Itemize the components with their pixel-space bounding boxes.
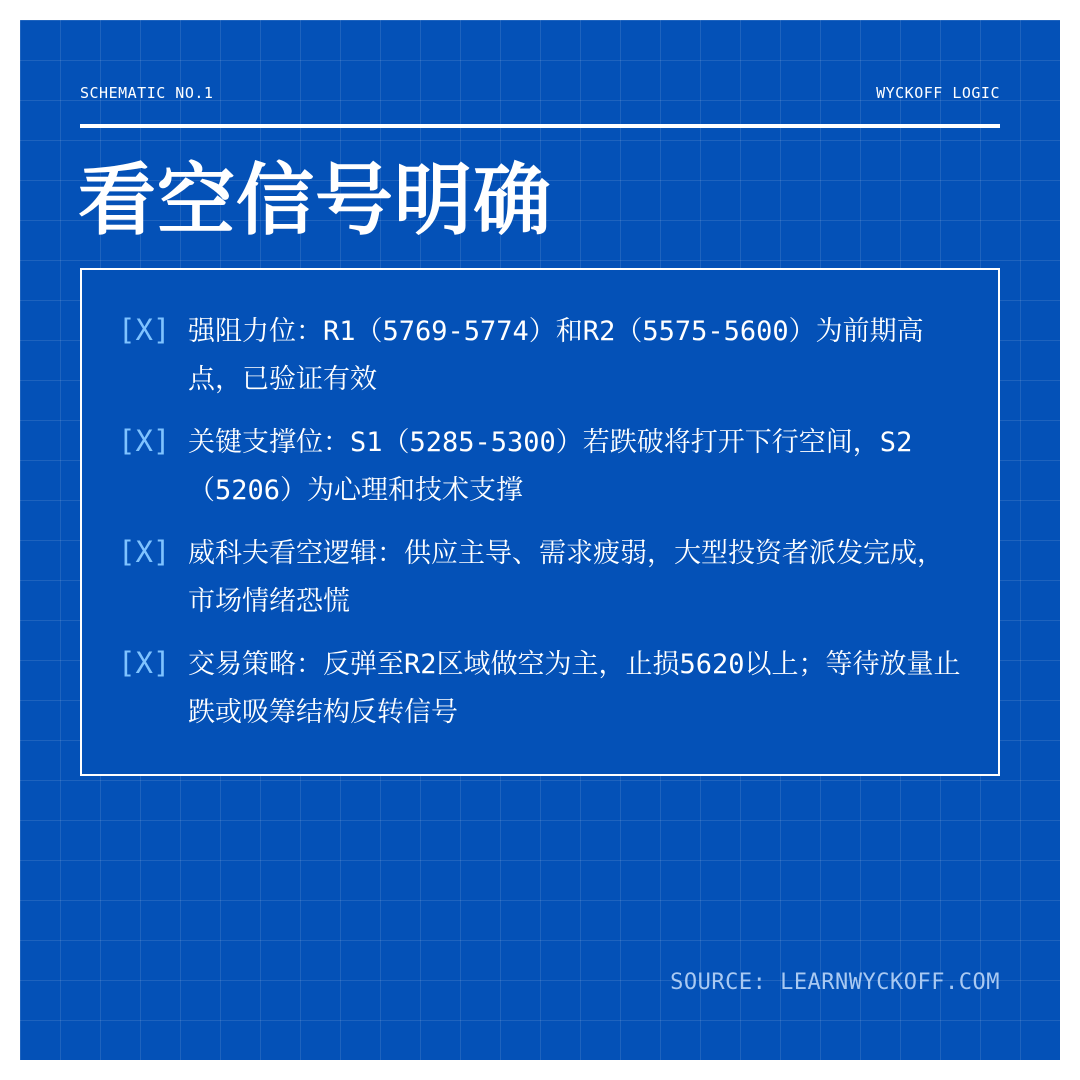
list-item-text: 交易策略：反弹至R2区域做空为主，止损5620以上；等待放量止跌或吸筹结构反转信号 [188, 649, 961, 728]
checkbox-marker-icon: [X] [118, 535, 171, 569]
page-title: 看空信号明确 [78, 156, 553, 246]
list-item [118, 524, 968, 635]
header-divider [80, 124, 1000, 128]
poster-canvas [20, 20, 1060, 1060]
schematic-label: SCHEMATIC NO.1 [80, 84, 214, 102]
list-item [118, 302, 968, 413]
checkbox-marker-icon: [X] [118, 424, 171, 458]
list-item [118, 635, 968, 746]
signal-panel [80, 268, 1000, 776]
source-credit: SOURCE: LEARNWYCKOFF.COM [670, 970, 1000, 995]
list-item-text: 关键支撑位：S1（5285-5300）若跌破将打开下行空间，S2（5206）为心理和技术支撑 [188, 427, 913, 506]
signal-list [118, 302, 968, 746]
list-item-text: 强阻力位：R1（5769-5774）和R2（5575-5600）为前期高点，已验证有效 [188, 316, 924, 395]
list-item [118, 413, 968, 524]
checkbox-marker-icon: [X] [118, 646, 171, 680]
list-item-text: 威科夫看空逻辑：供应主导、需求疲弱，大型投资者派发完成，市场情绪恐慌 [188, 538, 944, 617]
wyckoff-logic-label: WYCKOFF LOGIC [876, 84, 1000, 102]
checkbox-marker-icon: [X] [118, 313, 171, 347]
